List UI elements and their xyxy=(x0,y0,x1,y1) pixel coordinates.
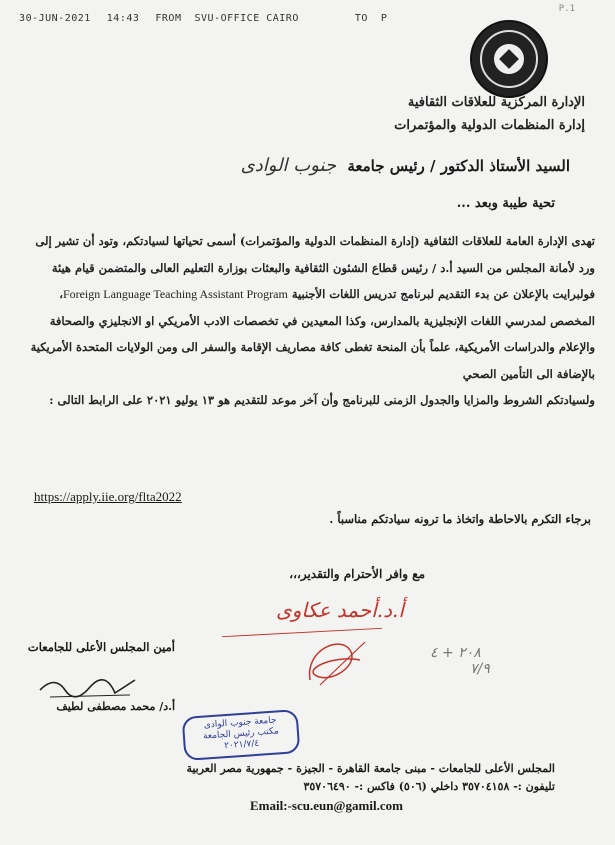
greeting: تحية طيبة وبعد ... xyxy=(456,196,555,211)
paragraph-3: برجاء التكرم بالاحاطة واتخاذ ما ترونه سيادتكم مناسباً . xyxy=(329,512,591,526)
pencil-note-line-2: ٧/٩ xyxy=(470,661,490,677)
addressee-handwritten: جنوب الوادى xyxy=(240,155,337,176)
red-signature: أ.د.أحمد عكاوى xyxy=(276,598,404,622)
footer-email: Email:-scu.eun@gamil.com xyxy=(250,798,403,813)
stamp-line-2: مكتب رئيس الجامعة xyxy=(202,726,280,742)
secretary-name: أ.د/ محمد مصطفى لطيف xyxy=(56,700,175,713)
fax-from: FROM SVU-OFFICE CAIRO xyxy=(155,13,299,24)
footer-address: المجلس الأعلى للجامعات - مبنى جامعة القاهرة - الجيزة - جمهورية مصر العربية xyxy=(186,762,555,775)
department-line-1: الإدارة المركزية للعلاقات الثقافية xyxy=(407,95,585,110)
paragraph-2: ولسيادتكم الشروط والمزايا والجدول الزمنى للبرنامج وأن آخر موعد للتقديم هو ١٣ يوليو ٢٠٢١ على الرابط التالى : xyxy=(49,393,595,407)
closing: مع وافر الأحترام والتقدير،،، xyxy=(289,567,425,581)
university-stamp xyxy=(182,709,301,761)
secretary-signature-icon xyxy=(35,665,145,705)
fax-to: TO P xyxy=(354,13,388,24)
stamp-line-3: ٢٠٢١/٧/٤ xyxy=(223,738,260,752)
paragraph-1-rest: ، المخصص لمدرسي اللغات الإنجليزية بالمدارس، وكذا المعيدين في تخصصات الادب الأمريكي او الانجليزي والصحافة والإعلام والدراسات الأمريكية، علماً بأن المنحة تغطى كافة مصاريف الإقامة والسفر الى ومن الولايات المتحدة الأمريكية بالإضافة الى التأمين الصحي xyxy=(30,287,595,381)
secretary-title: أمين المجلس الأعلى للجامعات xyxy=(27,640,175,654)
fax-time: 14:43 xyxy=(106,13,140,24)
fax-header xyxy=(6,2,403,24)
page-number: P.1 xyxy=(558,4,575,14)
fax-date: 30-JUN-2021 xyxy=(19,13,91,24)
application-link[interactable]: https://apply.iie.org/flta2022 xyxy=(34,489,182,504)
program-name: Foreign Language Teaching Assistant Program xyxy=(62,287,288,301)
salutation-text: السيد الأستاذ الدكتور / رئيس جامعة xyxy=(347,157,570,175)
footer xyxy=(186,760,555,796)
department-line-2: إدارة المنظمات الدولية والمؤتمرات xyxy=(394,118,585,133)
letter-body xyxy=(28,228,595,414)
council-logo-icon xyxy=(470,20,548,98)
pencil-note xyxy=(430,645,540,705)
paragraph-1 xyxy=(28,228,595,387)
red-scribble-signature-icon xyxy=(300,630,370,690)
salutation xyxy=(235,155,570,176)
paragraph-1-intro: تهدى الإدارة العامة للعلاقات الثقافية (إدارة المنظمات الدولية والمؤتمرات) أسمى تحياتها لسيادتكم، وتود أن تشير إلى ورد لأمانة المجلس من السيد أ.د / رئيس قطاع الشئون الثقافية والبعثات بوزارة التعليم العالى والمتضمن قيام هيئة فولبرايت بالإعلان عن بدء التقديم لبرنامج تدريس اللغات الأجنبية xyxy=(35,234,595,301)
stamp-line-1: جامعة جنوب الوادى xyxy=(203,715,277,731)
footer-phones: تليفون :- ٣٥٧٠٤١٥٨ داخلي (٥٠٦) فاكس :- ٣٥٧٠٦٤٩٠ xyxy=(303,780,555,793)
pencil-note-line-1: ٢٠٨ + ٤ xyxy=(430,645,481,661)
